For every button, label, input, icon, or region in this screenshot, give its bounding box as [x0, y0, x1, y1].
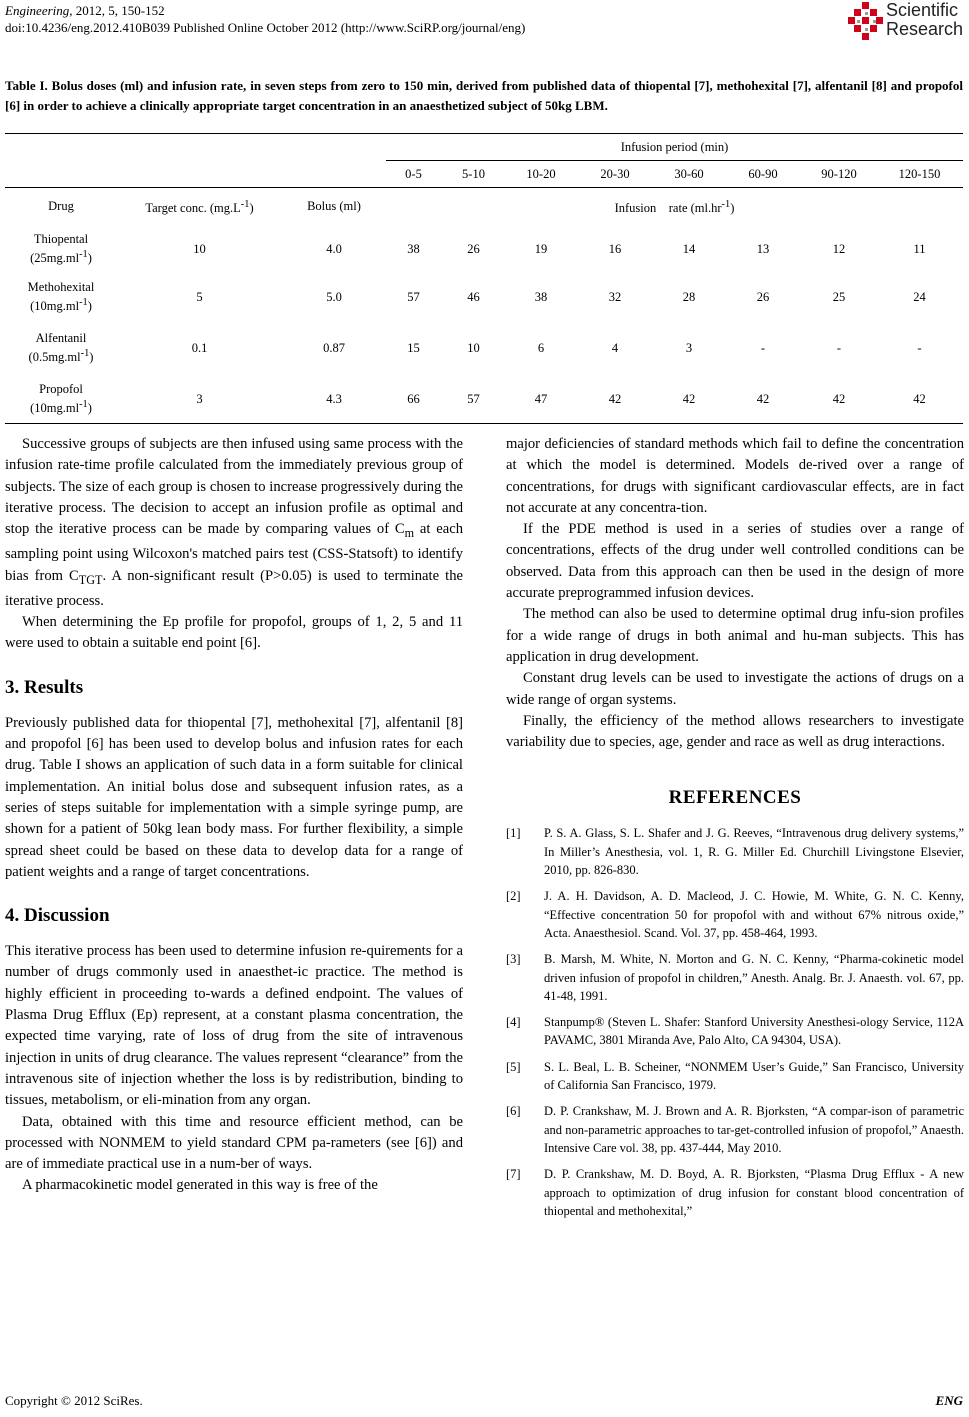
left-column: [5, 434, 463, 1197]
rate-cell: 57: [407, 290, 420, 304]
section-heading-discussion: 4. Discussion: [5, 905, 110, 927]
logo-text-line2: Research: [886, 19, 964, 39]
rate-cell: 15: [407, 341, 420, 355]
reference-item: [5] S. L. Beal, L. B. Scheiner, “NONMEM User’s Guide,” San Francisco, University of California San Francisco, 1979.: [506, 1059, 964, 1093]
logo-text-line1: Scientific: [886, 0, 959, 20]
bolus-cell: 4.0: [326, 242, 342, 256]
section-heading-results: 3. Results: [5, 676, 84, 698]
drug-cell: Thiopental $(25mg.ml^{-1})$: [30, 232, 92, 266]
infusion-rate-header: Infusion rate $(ml.hr^{-1})$: [614, 199, 735, 216]
drug-cell: Methohexital $(10mg.ml^{-1})$: [27, 280, 95, 314]
publisher-logo: [848, 0, 968, 44]
rate-cell: 38: [534, 290, 548, 304]
reference-item: [6] D. P. Crankshaw, M. J. Brown and A. R. Bjorksten, “A compar-ison of parametric and non-parametric approaches to tar-get-controlled infusion of propofol,” Anaesth. Intensive Care vol. 38, pp. 437-444, May 2010.: [506, 1104, 964, 1155]
table-row: [5, 274, 963, 322]
rate-cell: 13: [756, 242, 770, 256]
paragraph: Successive groups of subjects are then infused using same process with the infusion rate-time profile calculated from the immediately previous group of subjects. The size of each group is chosen to increase progressively during the iterative process. The decision to accept an infusion profile as optimal and stop the iterative process can be made by comparing values of $C_m$ at each sampling point using Wilcoxon's matched pairs test (CSS-Statsoft) to identify bias from $C_{TGT}$. A non-significant result (P>0.05) is used to terminate the iterative process.: [5, 436, 464, 609]
infusion-period-header: Infusion period (min): [386, 134, 963, 161]
rate-cell: 26: [467, 242, 480, 256]
reference-item: [7] D. P. Crankshaw, M. D. Boyd, A. R. Bjorksten, “Plasma Drug Efflux - A new approach to optimization of drug infusion for constant blood concentration of thiopental and methohexital,”: [506, 1167, 964, 1218]
page-header: [5, 2, 525, 36]
paragraph: This iterative process has been used to determine infusion re-quirements for a number of drugs commonly used in anaesthet-ic practice. The method is highly efficient in proceeding to-wards a defined endpoint. The values of Plasma Drug Efflux (Ep) represent, at a constant plasma concentration, the expected time varying, rate of loss of drug from the site of intravenous injection in units of drug clearance. The values represent “clearance” from the intravenous site of injection whether the loss is by redistribution, binding to tissues, metabolism, or eli-mination from any organ.: [5, 943, 463, 1109]
rate-cell: 10: [467, 341, 480, 355]
drug-cell: Alfentanil $(0.5mg.ml^{-1})$: [28, 331, 94, 365]
rate-cell: 28: [682, 290, 696, 304]
table-row: [5, 376, 963, 424]
reference-item: [2] J. A. H. Davidson, A. D. Macleod, J. C. Howie, M. White, G. N. C. Kenny, “Effective concentration 50 for propofol with and without 67% nitrous oxide,” Acta. Anaesthesiol. Scand. Vol. 37, pp. 458-464, 1993.: [506, 889, 964, 940]
target-cell: 0.1: [191, 341, 208, 355]
paragraph: A pharmacokinetic model generated in this way is free of the: [22, 1177, 378, 1194]
reference-item: [1] P. S. A. Glass, S. L. Shafer and J. G. Reeves, “Intravenous drug delivery systems,” In Miller’s Anesthesia, vol. 1, R. G. Miller Ed. Churchill Livingstone Elsevier, 2010, pp. 826-830.: [506, 826, 964, 878]
rate-cell: 14: [682, 242, 696, 256]
rate-cell: 12: [832, 242, 846, 256]
table-header-row-1: [5, 134, 963, 161]
paragraph: Constant drug levels can be used to investigate the actions of drugs on a wide range of organ systems.: [506, 670, 964, 708]
paragraph: Data, obtained with this time and resource efficient method, can be processed with NONMEM to yield standard CPM pa-rameters (see [6]) and are of immediate practical use in a num-ber of ways.: [5, 1113, 463, 1173]
paragraph: Finally, the efficiency of the method allows researchers to investigate variability due to species, age, gender and race as well as drug interactions.: [506, 712, 964, 751]
copyright: Copyright © 2012 SciRes.: [5, 1393, 143, 1408]
period-cell: 10-20: [526, 166, 556, 181]
rate-cell: -: [760, 341, 766, 355]
period-cell: 90-120: [821, 166, 857, 181]
rate-cell: 38: [407, 242, 420, 256]
rate-cell: 42: [608, 391, 622, 406]
table-header-row-2: [5, 161, 963, 188]
table-row: [5, 226, 963, 274]
rate-cell: 25: [832, 290, 846, 304]
rate-cell: 42: [832, 391, 846, 406]
references-heading: REFERENCES: [668, 787, 802, 809]
rate-cell: -: [917, 341, 922, 355]
rate-cell: 66: [407, 391, 420, 406]
rate-cell: 26: [756, 290, 770, 304]
paragraph: major deficiencies of standard methods which fail to define the concentration at which the model is determined. Models de-rived over a range of concentrations, for drugs with significant cardiovascular effects, are in fact not accurate at any concentra-tion.: [506, 436, 964, 516]
period-cell: 60-90: [748, 166, 778, 181]
rate-cell: 16: [608, 242, 622, 256]
rate-cell: 42: [682, 391, 696, 406]
bolus-infusion-table: [5, 133, 963, 424]
rate-cell: 57: [467, 391, 480, 406]
rate-cell: 32: [608, 290, 622, 304]
paragraph: The method can also be used to determine optimal drug infu-sion profiles for a wide range of drugs in both animal and hu-man subjects. This has application in drug development.: [506, 606, 964, 665]
target-cell: 5: [196, 290, 203, 304]
doi-line: doi:10.4236/eng.2012.410B039 Published Online October 2012 (http://www.SciRP.org/journal/eng): [5, 20, 526, 35]
bolus-cell: 5.0: [326, 290, 342, 304]
reference-item: [4] Stanpump® (Steven L. Shafer: Stanford University Anesthesi-ology Service, 112A PAVAMC, 3801 Miranda Ave, Palo Alto, CA 94304, USA).: [506, 1015, 964, 1048]
rate-cell: 11: [913, 242, 926, 256]
paragraph: Previously published data for thiopental [7], methohexital [7], alfentanil [8] and propofol [6] has been used to develop bolus and infusion rates for each drug. Table I shows an application of such data in a form suitable for clinical implementation. An initial bolus dose and subsequent infusion rates, as a series of steps suitable for implementation with a simple syringe pump, are shown for a patient of 50kg lean body mass. For further flexibility, a simple spread sheet could be based on these data to develop data for a range of patient weights and a range of target concentrations.: [5, 714, 463, 880]
col-bolus-header: Bolus (ml): [307, 199, 361, 214]
page-footer: [5, 1393, 963, 1409]
rate-cell: 42: [913, 391, 926, 406]
rate-cell: 19: [534, 242, 548, 256]
rate-cell: 24: [913, 290, 926, 304]
target-cell: 3: [196, 391, 203, 406]
period-cell: 30-60: [674, 166, 704, 181]
right-column: [506, 434, 964, 1228]
paragraph: If the PDE method is used in a series of studies over a range of concentrations, effects of the drug under well controlled conditions can be observed. Data from this approach can then be used in the design of more accurate preprogrammed infusion devices.: [506, 521, 964, 602]
target-cell: 10: [193, 242, 206, 256]
period-cell: 120-150: [898, 166, 941, 181]
bolus-cell: 0.87: [323, 341, 345, 355]
rate-cell: 3: [685, 341, 693, 355]
rate-cell: 47: [534, 391, 548, 406]
period-cell: 0-5: [405, 166, 422, 181]
rate-cell: 42: [756, 391, 770, 406]
table-row: [5, 322, 963, 376]
col-target-header: Target conc. $(mg.L^{-1})$: [145, 199, 254, 216]
drug-cell: Propofol $(10mg.ml^{-1})$: [30, 382, 92, 416]
journal-volume: , 2012, 5, 150-152: [69, 3, 165, 18]
journal-abbr: ENG: [935, 1393, 963, 1408]
table-header-row-3: [5, 188, 963, 226]
paragraph: When determining the Ep profile for propofol, groups of 1, 2, 5 and 11 were used to obtain a suitable end point [6].: [5, 614, 463, 652]
period-cell: 20-30: [600, 166, 630, 181]
journal-name: Engineering: [5, 3, 70, 18]
period-cell: 5-10: [462, 166, 485, 181]
rate-cell: 6: [537, 341, 545, 355]
bolus-cell: 4.3: [326, 391, 342, 406]
rate-cell: 46: [467, 290, 480, 304]
reference-item: [3] B. Marsh, M. White, N. Morton and G. N. C. Kenny, “Pharma-cokinetic model driven infusion of propofol in children,” Anesth. Analg. Br. J. Anaesth. vol. 67, pp. 41-48, 1991.: [506, 952, 964, 1003]
scirp-cube-logo-icon: [848, 2, 884, 40]
reference-list: [506, 824, 964, 1220]
rate-cell: -: [836, 341, 842, 355]
rate-cell: 4: [611, 341, 619, 355]
col-drug-header: Drug: [48, 199, 74, 214]
table-caption: Table I. Bolus doses (ml) and infusion rate, in seven steps from zero to 150 min, derived from published data of thiopental [7], methohexital [7], alfentanil [8] and propofol [6] in order to achieve a clinically appropriate target concentration in an anaesthetized subject of 50kg LBM.: [5, 78, 963, 113]
